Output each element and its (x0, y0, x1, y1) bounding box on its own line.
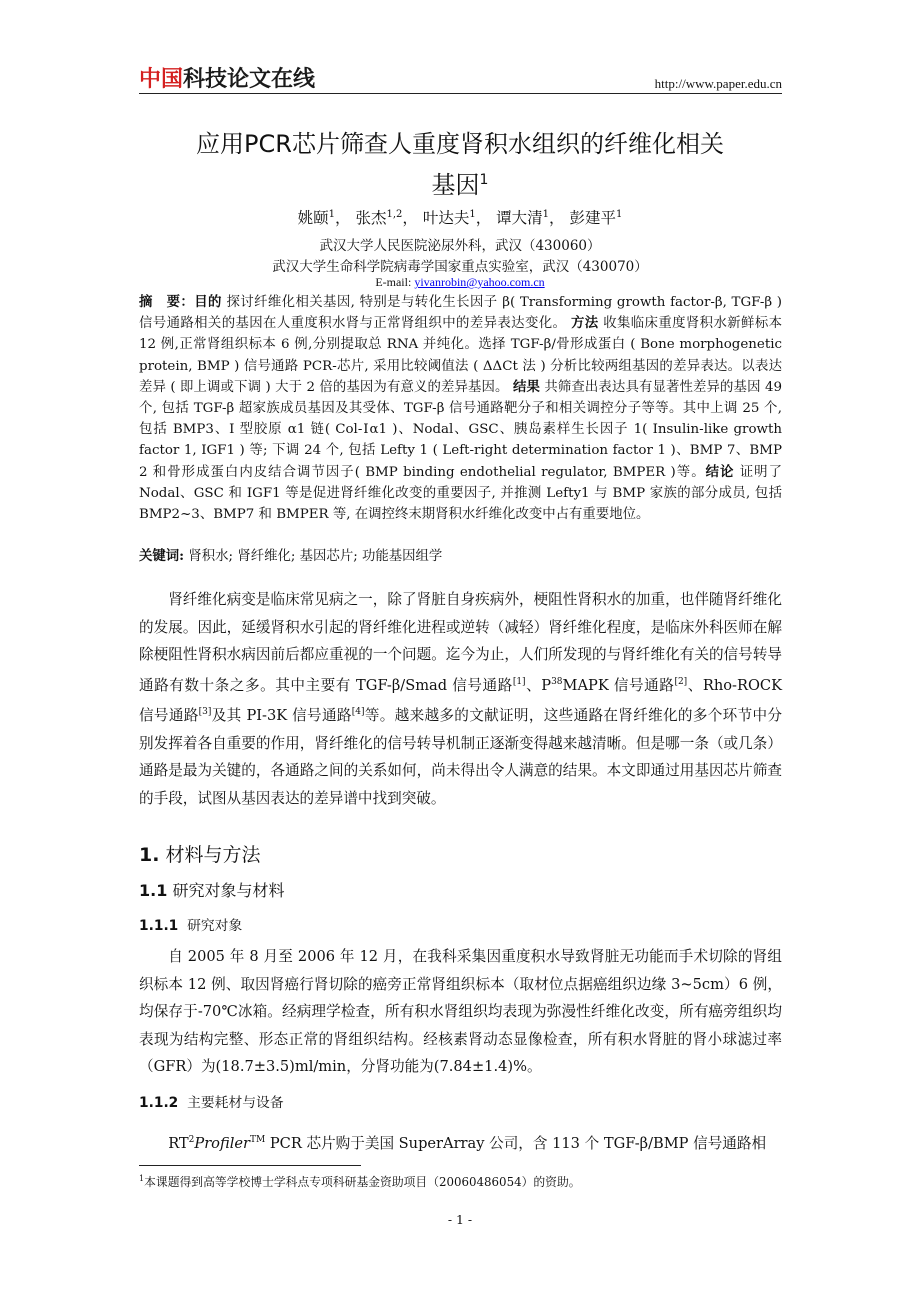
trademark-mark: TM (250, 1135, 266, 1145)
author-affil-mark: 1 (542, 208, 550, 220)
section-heading-1-1-1 (139, 914, 242, 934)
header-rule (139, 93, 782, 94)
section-title: 研究对象 (187, 918, 243, 934)
page-number: - 1 - (447, 1212, 473, 1227)
footnote-text: 本课题得到高等学校博士学科点专项科研基金资助项目（20060486054）的资助。 (144, 1175, 581, 1189)
abstract-result-label: 结果 (512, 378, 540, 395)
p38-superscript: 38 (551, 676, 563, 687)
logo-red-text: 中国 (139, 67, 184, 92)
author-affil-mark: 1 (469, 208, 476, 220)
citation-1[interactable]: [1] (512, 676, 526, 687)
abstract-conclusion-label: 结论 (705, 463, 735, 480)
author-list: 姚颐$^1$， 张杰$^{1,2}$， 叶达夫$^1$， 谭大清$^1$， 彭建平$^1$ (297, 208, 623, 227)
keywords-text: 肾积水; 肾纤维化; 基因芯片; 功能基因组学 (184, 549, 443, 564)
author: 叶达夫 (422, 209, 470, 227)
email-link[interactable]: yivanrobin@yahoo.com.cn (414, 275, 545, 289)
author: 张杰 (355, 209, 387, 227)
abstract-conclusion-text: 证明了 Nodal、GSC 和 IGF1 等是促进肾纤维化改变的重要因子, 并推测 Lefty1 与 BMP 家族的部分成员, 包括 BMP2~3、BMP7 和 BMPER 等, 在调控终末期肾积水纤维化改变中占有重要地位。 (139, 464, 782, 523)
title-line2-text: 基因 (431, 171, 480, 199)
title-footnote-mark[interactable]: 1 (479, 172, 489, 188)
equipment-paragraph (139, 1127, 782, 1157)
abstract (139, 292, 782, 525)
intro-text-e: 及其 PI-3K 信号通路 (211, 707, 352, 725)
paper-title (100, 126, 820, 203)
citation-4[interactable]: [4] (351, 707, 365, 718)
section-title: 主要耗材与设备 (187, 1095, 284, 1111)
author: 彭建平 (569, 209, 616, 227)
author-affil-mark: 1,2 (386, 208, 403, 220)
section-title: 研究对象与材料 (172, 881, 285, 900)
title-line1: 应用PCR芯片筛查人重度肾积水组织的纤维化相关 (196, 130, 724, 158)
abstract-method-label: 方法 (570, 315, 599, 332)
keywords (139, 545, 782, 564)
abstract-goal-text: 探讨纤维化相关基因, 特别是与转化生长因子 β( Transforming growth factor-β, TGF-β ) 信号通路相关的基因在人重度积水肾与正常肾组织中的差异表达变化。 (139, 295, 783, 332)
section-title: 材料与方法 (165, 844, 261, 866)
intro-text-d: 、Rho-ROCK 信号通路 (139, 676, 782, 725)
rt-superscript: 2 (188, 1135, 195, 1145)
author-affil-mark: 1 (328, 208, 336, 220)
section-number: 1.1.2 (139, 1095, 179, 1111)
intro-paragraph (139, 586, 782, 812)
materials-paragraph: 自 2005 年 8 月至 2006 年 12 月，在我科采集因重度积水导致肾脏无功能而手术切除的肾组织标本 12 例、取因肾癌行肾切除的癌旁正常肾组织标本（取材位点据癌组织边缘 3~5cm）6 例，均保存于-70℃冰箱。经病理学检查，所有积水肾组织均表现为弥漫性纤维化改变，所有癌旁组织均表现为结构完整、形态正常的肾组织结构。经核素肾动态显像检查，所有积水肾脏的肾小球滤过率（GFR）为(18.7±3.5)ml/min，分肾功能为(7.84±1.4)%。 (139, 948, 782, 1076)
citation-3[interactable]: [3] (198, 707, 212, 718)
keywords-label: 关键词: (139, 548, 185, 564)
email-line (0, 275, 920, 290)
footnote-rule (139, 1165, 361, 1166)
email-label: E-mail: (375, 275, 415, 289)
affiliation-1: 武汉大学人民医院泌尿外科，武汉（430060） (319, 238, 601, 254)
intro-text-a: 肾纤维化病变是临床常见病之一，除了肾脏自身疾病外，梗阻性肾积水的加重，也伴随肾纤维化的发展。因此，延缓肾积水引起的肾纤维化进程或逆转（减轻）肾纤维化程度，是临床外科医师在解除梗阻性肾积水病因前后都应重视的一个问题。迄今为止，人们所发现的与肾纤维化有关的信号转导通路有数十条之多。其中主要有 TGF-β/Smad 信号通路 (139, 591, 782, 694)
author: 谭大清 (496, 209, 543, 227)
rt-text: RT (168, 1134, 189, 1152)
site-logo[interactable] (139, 62, 315, 93)
abstract-method-text: 收集临床重度肾积水新鲜标本 12 例,正常肾组织标本 6 例,分别提取总 RNA 并纯化。选择 TGF-β/骨形成蛋白 ( Bone morphogenetic protein, BMP ) 信号通路 PCR-芯片, 采用比较阈值法 ( ΔΔCt 法 ) 分析比较两组基因的差异表达。以表达差异 ( 即上调或下调 ) 大于 2 倍的基因为有意义的差异基因。 (139, 316, 782, 395)
footnote (139, 1173, 581, 1190)
equipment-text: PCR 芯片购于美国 SuperArray 公司，含 113 个 TGF-β/BMP 信号通路相 (265, 1134, 767, 1152)
intro-text-f: 等。越来越多的文献证明，这些通路在肾纤维化的多个环节中分别发挥着各自重要的作用，肾纤维化的信号转导机制正逐渐变得越来越清晰。但是哪一条（或几条）通路是最为关键的，各通路之间的关系如何，尚未得出令人满意的结果。本文即通过用基因芯片筛查的手段，试图从基因表达的差异谱中找到突破。 (139, 707, 782, 807)
citation-2[interactable]: [2] (674, 676, 688, 687)
intro-text-c: MAPK 信号通路 (562, 676, 675, 694)
abstract-goal-label: 目的 (194, 294, 222, 310)
abstract-label: 摘 要： (139, 294, 195, 310)
profiler-text: Profiler (194, 1134, 250, 1152)
logo-dark-text: 科技论文在线 (183, 67, 316, 92)
author: 姚颐 (297, 209, 329, 227)
section-number: 1. (139, 844, 160, 866)
affiliation-2: 武汉大学生命科学院病毒学国家重点实验室，武汉（430070） (272, 259, 648, 275)
footnote-mark: 1 (139, 1174, 145, 1184)
section-heading-1 (139, 840, 261, 867)
section-number: 1.1 (139, 881, 168, 900)
section-heading-1-1-2 (139, 1091, 284, 1111)
header-url[interactable]: http://www.paper.edu.cn (654, 76, 782, 91)
abstract-result-text: 共筛查出表达具有显著性差异的基因 49 个, 包括 TGF-β 超家族成员基因及其受体、TGF-β 信号通路靶分子和相关调控分子等等。其中上调 25 个, 包括 BMP3、I 型胶原 α1 链( Col-Ⅰα1 )、Nodal、GSC、胰岛素样生长因子 1( Insulin-like growth factor 1, IGF1 ) 等; 下调 24 个, 包括 Lefty 1 ( Left-right determination factor 1 )、BMP 7、BMP 2 和骨形成蛋白内皮结合调节因子( BMP binding endothelial regulator, BMPER )等。 (139, 379, 782, 480)
intro-text-b: 、P (525, 676, 552, 694)
author-affil-mark: 1 (615, 208, 623, 220)
section-number: 1.1.1 (139, 918, 179, 934)
section-heading-1-1 (139, 878, 284, 901)
title-line2 (100, 162, 820, 203)
